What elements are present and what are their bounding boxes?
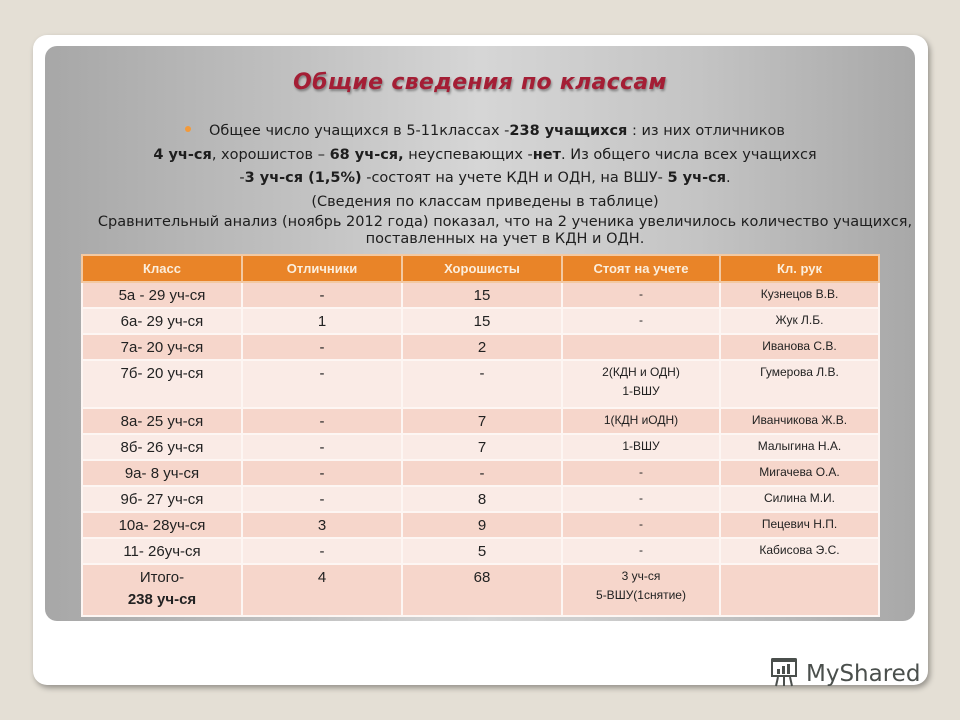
- cell-total-class: [82, 564, 242, 616]
- summary-line-1: [95, 120, 875, 144]
- summary-text: . Из общего числа всех учащихся: [561, 146, 817, 163]
- table-row: [82, 434, 879, 460]
- table-row: [82, 460, 879, 486]
- cell-total-registered: [562, 564, 720, 616]
- cell-registered: -: [562, 486, 720, 512]
- table-row: [82, 486, 879, 512]
- cell-excellent: -: [242, 408, 402, 434]
- logo-text: MyShared: [806, 661, 921, 687]
- table-header-row: [82, 255, 879, 282]
- summary-text: Общее число учащихся в 5-11классах -: [209, 123, 510, 139]
- cell-total-good: 68: [402, 564, 562, 616]
- cell-class: 10а- 28уч-ся: [82, 512, 242, 538]
- summary-emphasis: 5 уч-ся: [667, 170, 726, 186]
- summary-line-2: [95, 144, 875, 168]
- summary-text: : из них отличников: [627, 123, 785, 139]
- header-good: Хорошисты: [402, 255, 562, 282]
- cell-class: 5а - 29 уч-ся: [82, 282, 242, 308]
- cell-good: 7: [402, 408, 562, 434]
- cell-total-teacher: [720, 564, 879, 616]
- cell-registered: [562, 360, 720, 408]
- cell-registered: -: [562, 282, 720, 308]
- cell-excellent: -: [242, 434, 402, 460]
- header-excellent: Отличники: [242, 255, 402, 282]
- header-registered: Стоят на учете: [562, 255, 720, 282]
- cell-good: 5: [402, 538, 562, 564]
- cell-class: 8а- 25 уч-ся: [82, 408, 242, 434]
- cell-teacher: Малыгина Н.А.: [720, 434, 879, 460]
- slide-title: Общие сведения по классам: [293, 70, 667, 95]
- cell-teacher: Мигачева О.А.: [720, 460, 879, 486]
- cell-excellent: -: [242, 486, 402, 512]
- summary-text: -состоят на учете КДН и ОДН, на ВШУ-: [361, 170, 668, 186]
- table-total-row: [82, 564, 879, 616]
- cell-class: 7а- 20 уч-ся: [82, 334, 242, 360]
- cell-excellent: -: [242, 538, 402, 564]
- cell-registered: 1(КДН иОДН): [562, 408, 720, 434]
- table-row: [82, 538, 879, 564]
- table-row: [82, 334, 879, 360]
- total-label: Итого-: [139, 569, 185, 586]
- cell-teacher: Иванова С.В.: [720, 334, 879, 360]
- presentation-board-icon: [768, 655, 800, 694]
- header-teacher: Кл. рук: [720, 255, 879, 282]
- cell-teacher: Кабисова Э.С.: [720, 538, 879, 564]
- summary-text: .: [726, 170, 731, 186]
- cell-good: 15: [402, 282, 562, 308]
- summary-line-3: [95, 167, 875, 191]
- cell-excellent: -: [242, 334, 402, 360]
- cell-registered: [562, 334, 720, 360]
- summary-emphasis: 238 учащихся: [509, 123, 628, 139]
- cell-registered: -: [562, 538, 720, 564]
- cell-excellent: -: [242, 360, 402, 408]
- cell-total-excellent: 4: [242, 564, 402, 616]
- myshared-logo[interactable]: [768, 657, 920, 691]
- summary-emphasis: 3 уч-ся (1,5%): [244, 170, 362, 186]
- bullet-icon: [185, 126, 191, 132]
- cell-good: 8: [402, 486, 562, 512]
- cell-excellent: -: [242, 282, 402, 308]
- cell-excellent: 3: [242, 512, 402, 538]
- total-registered-line-1: 3 уч-ся: [621, 569, 661, 583]
- cell-good: 2: [402, 334, 562, 360]
- cell-registered: -: [562, 460, 720, 486]
- cell-teacher: Гумерова Л.В.: [720, 360, 879, 408]
- cell-teacher: Кузнецов В.В.: [720, 282, 879, 308]
- cell-good: -: [402, 360, 562, 408]
- cell-registered: -: [562, 308, 720, 334]
- summary-text: неуспевающих -: [403, 146, 533, 163]
- cell-teacher: Пецевич Н.П.: [720, 512, 879, 538]
- summary-paragraph: [95, 120, 875, 214]
- total-registered-line-2: 5-ВШУ(1снятие): [596, 588, 686, 602]
- cell-good: -: [402, 460, 562, 486]
- cell-good: 9: [402, 512, 562, 538]
- comparative-analysis-note: Сравнительный анализ (ноябрь 2012 года) показал, что на 2 ученика увеличилось количество учащихся, поставленных на учет в КДН и ОДН.: [97, 214, 913, 247]
- registered-line-1: 2(КДН и ОДН): [602, 365, 680, 379]
- summary-line-4: (Сведения по классам приведены в таблице): [311, 193, 659, 210]
- summary-emphasis: нет: [532, 146, 562, 163]
- table-row: [82, 512, 879, 538]
- cell-class: 7б- 20 уч-ся: [82, 360, 242, 408]
- cell-class: 6а- 29 уч-ся: [82, 308, 242, 334]
- table-row: [82, 282, 879, 308]
- cell-teacher: Жук Л.Б.: [720, 308, 879, 334]
- cell-registered: -: [562, 512, 720, 538]
- table-row: [82, 408, 879, 434]
- cell-class: 9б- 27 уч-ся: [82, 486, 242, 512]
- table-row: [82, 360, 879, 408]
- summary-emphasis: 4 уч-ся: [153, 146, 212, 163]
- summary-emphasis: 68 уч-ся,: [329, 146, 404, 163]
- header-class: Класс: [82, 255, 242, 282]
- cell-teacher: Силина М.И.: [720, 486, 879, 512]
- summary-text: , хорошистов –: [211, 146, 330, 163]
- cell-excellent: -: [242, 460, 402, 486]
- registered-line-2: 1-ВШУ: [622, 384, 660, 398]
- cell-good: 15: [402, 308, 562, 334]
- table-row: [82, 308, 879, 334]
- summary-text: -: [239, 170, 245, 186]
- cell-class: 11- 26уч-ся: [82, 538, 242, 564]
- cell-teacher: Иванчикова Ж.В.: [720, 408, 879, 434]
- total-students: 238 уч-ся: [127, 591, 197, 608]
- cell-class: 8б- 26 уч-ся: [82, 434, 242, 460]
- classes-table: [81, 254, 880, 617]
- cell-excellent: 1: [242, 308, 402, 334]
- cell-class: 9а- 8 уч-ся: [82, 460, 242, 486]
- cell-good: 7: [402, 434, 562, 460]
- cell-registered: 1-ВШУ: [562, 434, 720, 460]
